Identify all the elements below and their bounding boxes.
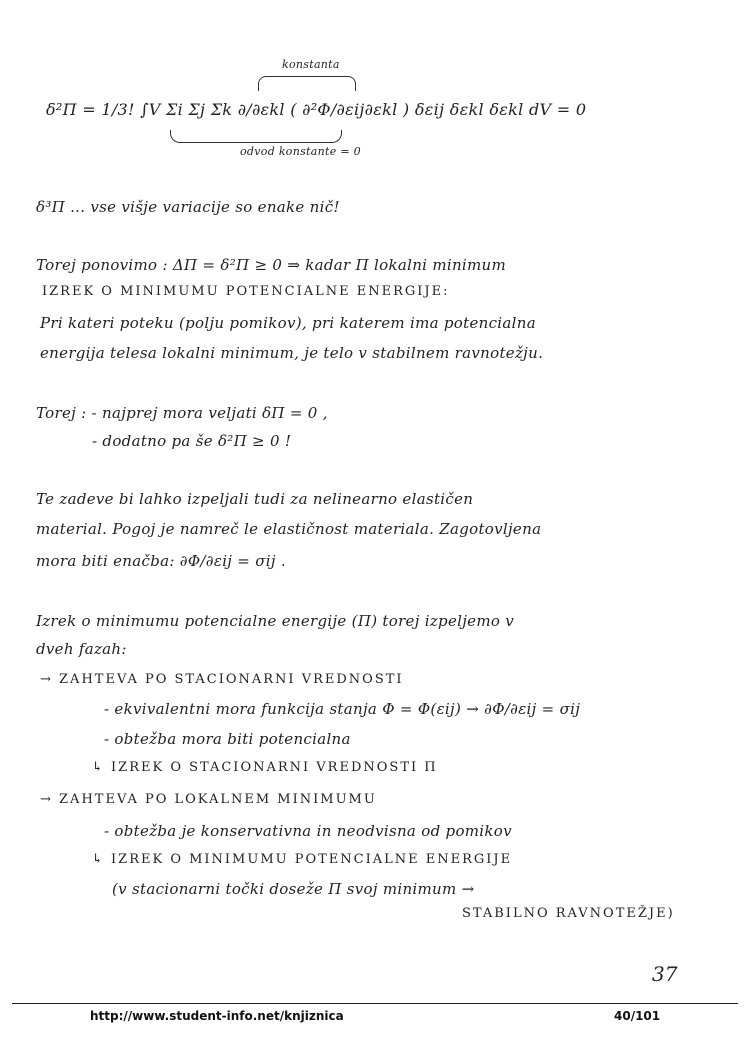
line-torej-ponovimo: Torej ponovimo : ΔΠ = δ²Π ≥ 0 ⇒ kadar Π lokalni minimum — [36, 256, 507, 274]
phase2-item-1: - obtežba je konservativna in neodvisna od pomikov — [104, 822, 512, 840]
phase2-note-line-1: (v stacionarni točki doseže Π svoj minimum → — [112, 880, 475, 898]
paragraph-izrek-line-1: Pri kateri poteku (polju pomikov), pri katerem ima potencialna — [40, 314, 536, 332]
paragraph-two-phases-line-1: Izrek o minimumu potencialne energije (Π) torej izpeljemo v — [36, 612, 515, 630]
phase1-item-1: - ekvivalentni mora funkcija stanja Φ = Φ(εij) → ∂Φ/∂εij = σij — [104, 700, 581, 718]
footer-page-count: 40/101 — [614, 1009, 661, 1023]
phase2-note-line-2: STABILNO RAVNOTEŽJE) — [462, 906, 675, 921]
handwritten-page-number: 37 — [652, 962, 678, 986]
phase1-title: → ZAHTEVA PO STACIONARNI VREDNOSTI — [40, 672, 404, 687]
paragraph-elastic-line-2: material. Pogoj je namreč le elastičnost materiala. Zagotovljena — [36, 520, 542, 538]
paragraph-izrek-line-2: energija telesa lokalni minimum, je telo v stabilnem ravnotežju. — [40, 344, 544, 362]
phase1-result: ↳ IZREK O STACIONARNI VREDNOSTI Π — [92, 760, 438, 775]
footer-divider — [12, 1003, 738, 1004]
brace-top — [258, 76, 356, 91]
footer-url[interactable]: http://www.student-info.net/knjiznica — [90, 1009, 344, 1023]
heading-izrek-minimum: IZREK O MINIMUMU POTENCIALNE ENERGIJE: — [42, 284, 450, 299]
paragraph-two-phases-line-2: dveh fazah: — [36, 640, 127, 658]
annotation-odvod-konstante: odvod konstante = 0 — [240, 145, 361, 158]
phase2-title: → ZAHTEVA PO LOKALNEM MINIMUMU — [40, 792, 377, 807]
brace-bottom — [170, 130, 342, 143]
annotation-konstanta: konstanta — [282, 58, 340, 71]
phase2-result: ↳ IZREK O MINIMUMU POTENCIALNE ENERGIJE — [92, 852, 513, 867]
phase1-item-2: - obtežba mora biti potencialna — [104, 730, 351, 748]
paragraph-elastic-line-3: mora biti enačba: ∂Φ/∂εij = σij . — [36, 552, 286, 570]
equation-second-variation: δ²Π = 1/3! ∫V Σi Σj Σk ∂/∂εkl ( ∂²Φ/∂εij∂εkl ) δεij δεkl δεkl dV = 0 — [46, 100, 587, 119]
line-higher-variations: δ³Π ... vse višje variacije so enake nič! — [36, 198, 340, 216]
line-torej-najprej: Torej : - najprej mora veljati δΠ = 0 , — [36, 404, 328, 422]
line-dodatno: - dodatno pa še δ²Π ≥ 0 ! — [92, 432, 292, 450]
paragraph-elastic-line-1: Te zadeve bi lahko izpeljali tudi za nelinearno elastičen — [36, 490, 474, 508]
